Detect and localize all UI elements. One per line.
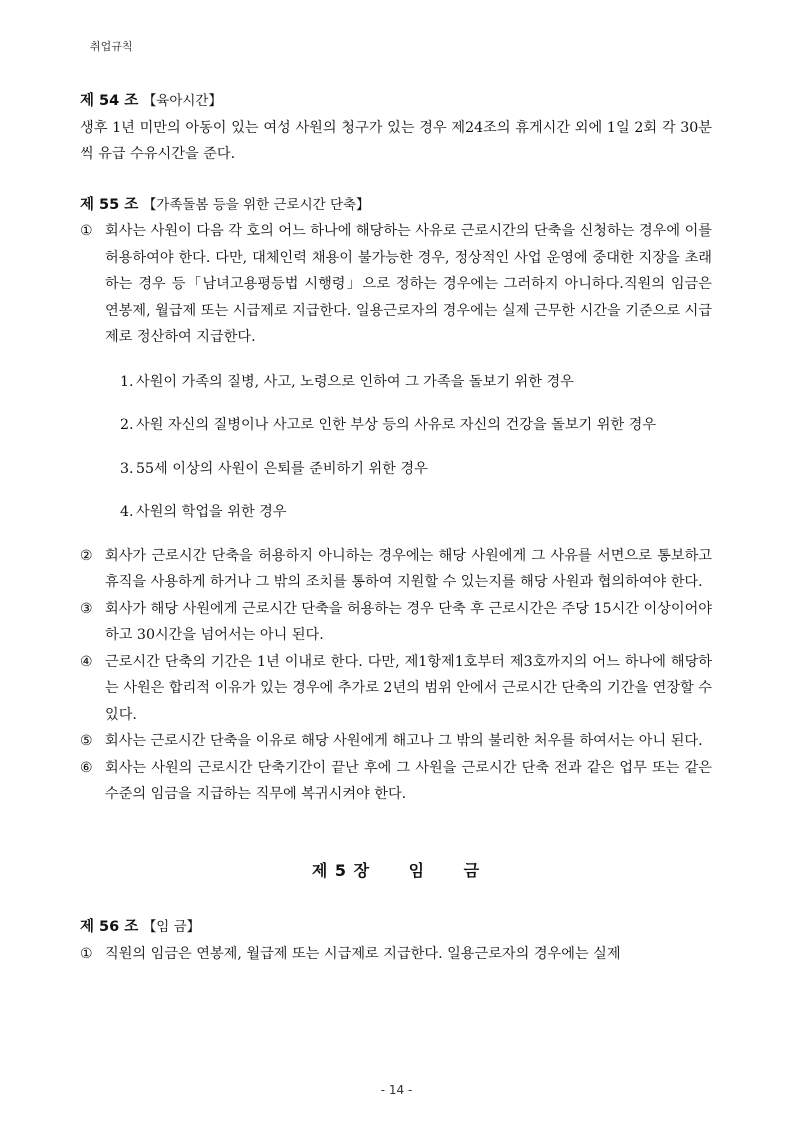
list-item-number: 2.: [120, 417, 134, 433]
chapter-title-char-1: 임: [408, 860, 426, 880]
article-55-paragraph-2: [80, 543, 712, 596]
article-54-title: [80, 88, 712, 115]
page-number: - 14 -: [380, 1083, 413, 1097]
article-54: [80, 88, 712, 168]
list-item-number: 1.: [120, 373, 134, 390]
article-55-item-list: [120, 369, 712, 526]
article-54-subject: 【육아시간】: [142, 93, 222, 109]
paragraph-marker: ⑥: [80, 759, 93, 776]
list-item-text: 사원 자신의 질병이나 사고로 인한 부상 등의 사유로 자신의 건강을 돌보기 위한 경우: [136, 417, 657, 433]
paragraph-marker: ⑤: [80, 733, 93, 749]
article-55-title: [80, 192, 712, 219]
list-item-text: 사원의 학업을 위한 경우: [136, 504, 287, 520]
paragraph-text: 회사가 해당 사원에게 근로시간 단축을 허용하는 경우 단축 후 근로시간은 주당 15시간 이상이어야 하고 30시간을 넘어서는 아니 된다.: [105, 600, 712, 643]
list-item: [120, 412, 712, 439]
paragraph-marker: ②: [80, 547, 93, 564]
paragraph-marker: ④: [80, 653, 93, 670]
paragraph-text: 회사는 근로시간 단축을 이유로 해당 사원에게 해고나 그 밖의 불리한 처우를 하여서는 아니 된다.: [105, 733, 703, 749]
article-56: [80, 914, 712, 967]
list-item-text: 사원이 가족의 질병, 사고, 노령으로 인하여 그 가족을 돌보기 위한 경우: [136, 373, 574, 390]
article-56-subject: 【임 금】: [142, 919, 201, 935]
paragraph-marker: ③: [80, 600, 93, 617]
document-header: 취업규칙: [90, 40, 133, 53]
paragraph-text: 회사가 근로시간 단축을 허용하지 아니하는 경우에는 해당 사원에게 그 사유를 서면으로 통보하고 휴직을 사용하게 하거나 그 밖의 조치를 통하여 지원할 수 있는지를 해당 사원과 협의하여야 한다.: [105, 547, 712, 590]
paragraph-marker: ①: [80, 223, 93, 239]
article-55-subject: 【가족돌봄 등을 위한 근로시간 단축】: [142, 196, 370, 213]
article-55-paragraph-4: [80, 649, 712, 729]
paragraph-text: 회사는 사원의 근로시간 단축기간이 끝난 후에 그 사원을 근로시간 단축 전과 같은 업무 또는 같은 수준의 임금을 지급하는 직무에 복귀시켜야 한다.: [105, 759, 712, 802]
document-body: [80, 88, 712, 967]
article-55: [80, 192, 712, 808]
article-54-body: 생후 1년 미만의 아동이 있는 여성 사원의 청구가 있는 경우 제24조의 휴게시간 외에 1일 2회 각 30분씩 유급 수유시간을 준다.: [80, 119, 712, 162]
list-item-number: 4.: [120, 504, 134, 520]
list-item: [120, 456, 712, 483]
article-54-label: 제 54 조: [80, 93, 139, 109]
paragraph-marker: ①: [80, 945, 93, 962]
article-55-paragraph-5: [80, 728, 712, 755]
paragraph-text: 근로시간 단축의 기간은 1년 이내로 한다. 다만, 제1항제1호부터 제3호까지의 어느 하나에 해당하는 사원은 합리적 이유가 있는 경우에 추가로 2년의 범위 안에서 근로시간 단축의 기간을 연장할 수 있다.: [105, 653, 712, 723]
article-56-paragraph-1: [80, 941, 712, 968]
article-55-paragraph-1: [80, 218, 712, 351]
list-item: [120, 369, 712, 396]
article-55-paragraph-3: [80, 596, 712, 649]
paragraph-text: 회사는 사원이 다음 각 호의 어느 하나에 해당하는 사유로 근로시간의 단축을 신청하는 경우에 이를 허용하여야 한다. 다만, 대체인력 채용이 불가능한 경우, 정상적인 사업 운영에 중대한 지장을 초래하는 경우 등「남녀고용평등법 시행령」으로 정하는 경우에는 그러하지 아니하다.직원의 임금은 연봉제, 월급제 또는 시급제로 지급한다. 일용근로자의 경우에는 실제 근무한 시간을 기준으로 시급제로 정산하여 지급한다.: [105, 223, 712, 345]
chapter-title-char-2: 금: [463, 860, 481, 880]
chapter-heading: [80, 858, 712, 885]
list-item: [120, 499, 712, 526]
chapter-number: 제 5 장: [311, 860, 371, 880]
article-55-label: 제 55 조: [80, 196, 139, 213]
list-item-text: 55세 이상의 사원이 은퇴를 준비하기 위한 경우: [136, 460, 428, 477]
paragraph-text: 직원의 임금은 연봉제, 월급제 또는 시급제로 지급한다. 일용근로자의 경우에는 실제: [105, 945, 621, 962]
list-item-number: 3.: [120, 460, 134, 477]
article-55-paragraph-6: [80, 755, 712, 808]
article-56-title: [80, 914, 712, 941]
article-56-label: 제 56 조: [80, 919, 139, 935]
